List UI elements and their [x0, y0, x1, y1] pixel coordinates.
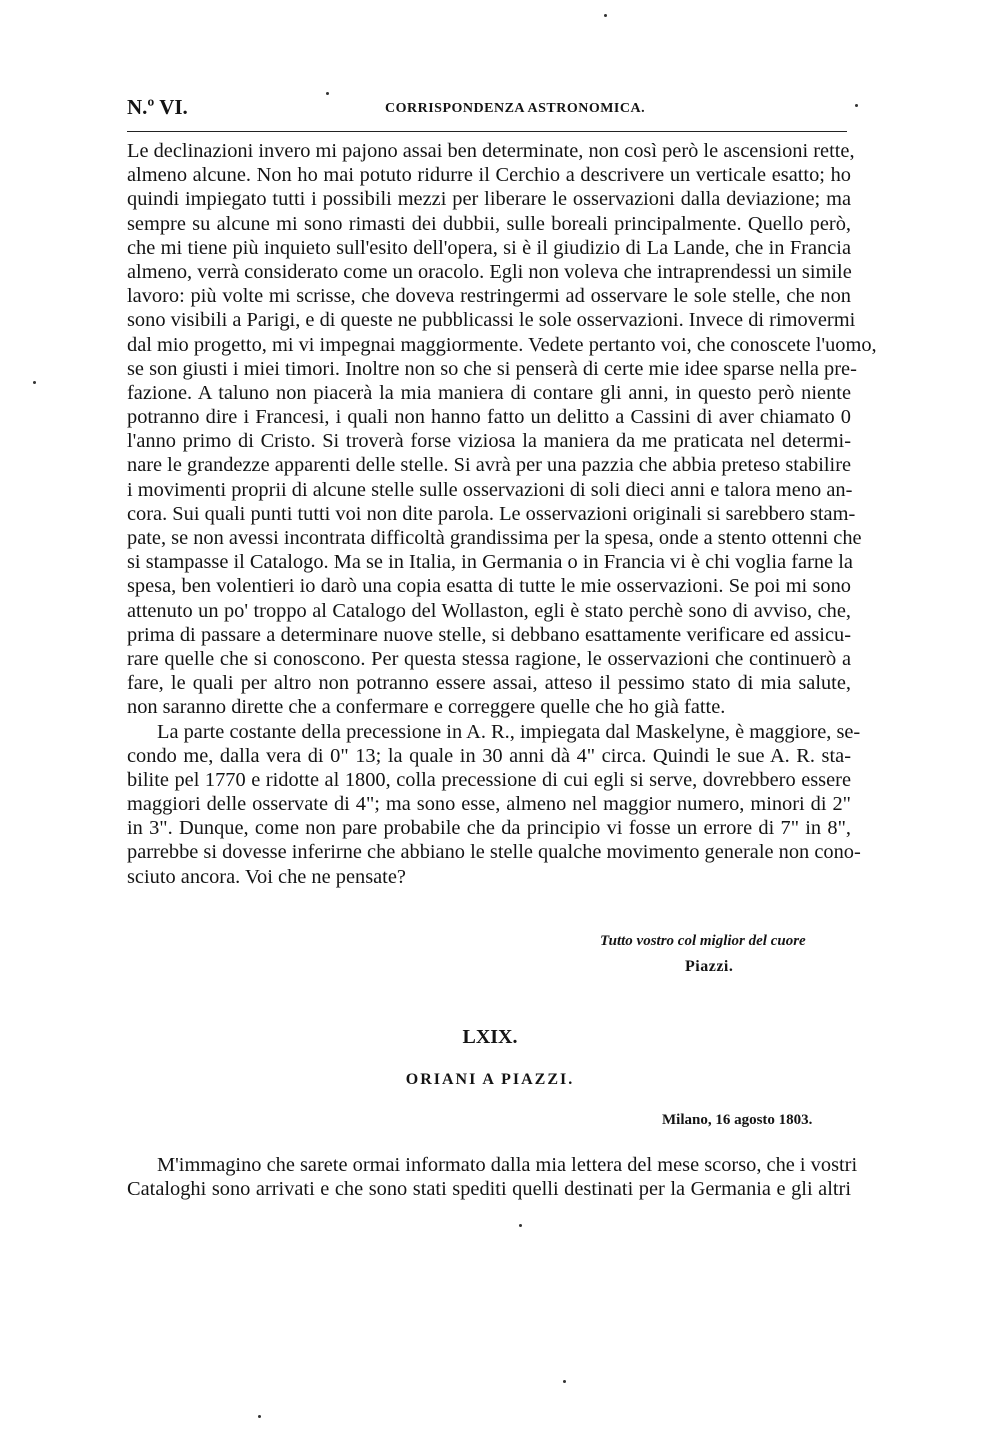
paper-speck: [258, 1415, 261, 1418]
text-line: sempre su alcune mi sono rimasti dei dubbii, sulle boreali principalmente. Quello però,: [127, 212, 851, 235]
paper-speck: [519, 1224, 522, 1227]
letter-number-text: LXIX.: [462, 1026, 518, 1048]
text-line: attenuto un po' troppo al Catalogo del Wollaston, egli è stato perchè sono di avviso, che,: [127, 599, 851, 622]
text-line: l'anno primo di Cristo. Si troverà forse viziosa la maniera da me praticata nel determi-: [127, 430, 851, 453]
letter-body-text: [127, 139, 877, 889]
text-line: Cataloghi sono arrivati e che sono stati spediti quelli destinati per la Germania e gli altri: [127, 1178, 851, 1201]
running-title: CORRISPONDENZA ASTRONOMICA.: [385, 101, 646, 116]
paper-speck: [33, 381, 36, 384]
text-line: sciuto ancora. Voi che ne pensate?: [127, 865, 406, 888]
letter-title-text: ORIANI A PIAZZI.: [405, 1071, 575, 1088]
text-line: che mi tiene più inquieto sull'esito dell'opera, si è il giudizio di La Lande, che in Francia: [127, 236, 851, 259]
text-line: dal mio progetto, mi vi impegnai maggiormente. Vedete pertanto voi, che conoscete l'uomo,: [127, 333, 877, 356]
closing-salutation: Tutto vostro col miglior del cuore: [600, 933, 806, 949]
text-line: Le declinazioni invero mi pajono assai ben determinate, non così però le ascensioni rette,: [127, 140, 855, 162]
paper-speck: [326, 92, 329, 95]
text-line: almeno, verrà considerato come un oracolo. Egli non voleva che intraprendessi un simile: [127, 260, 852, 283]
next-letter-body: [127, 1153, 858, 1201]
paper-speck: [563, 1380, 566, 1383]
signature-name: Piazzi.: [685, 958, 734, 975]
text-line: si stampasse il Catalogo. Ma se in Italia, in Germania o in Francia vi è chi voglia farne la: [127, 551, 853, 574]
text-line: i movimenti proprii di alcune stelle sulle osservazioni di soli dieci anni e talora meno an-: [127, 478, 853, 501]
text-line: almeno alcune. Non ho mai potuto ridurre il Cerchio a descrivere un verticale esatto; ho: [127, 164, 851, 187]
text-line: pate, se non avessi incontrata difficoltà grandissima per la spesa, onde a stento ottenni che: [127, 527, 862, 549]
text-line: non saranno dirette che a confermare e correggere quelle che ho già fatte.: [127, 696, 726, 719]
text-line: maggiori delle osservate di 4"; ma sono esse, almeno nel maggior numero, minori di 2": [127, 793, 851, 816]
text-line: lavoro: più volte mi scrisse, che doveva restringermi ad osservare le sole stelle, che non: [127, 285, 851, 308]
text-line: in 3". Dunque, come non pare probabile che da principio vi fosse un errore di 7" in 8",: [127, 817, 851, 840]
text-line: nare le grandezze apparenti delle stelle. Si avrà per una pazzia che abbia preteso stabilire: [127, 454, 852, 477]
text-line: cora. Sui quali punti tutti voi non dite parola. Le osservazioni originali si sarebbero stam-: [127, 502, 856, 525]
paper-speck: [855, 104, 858, 107]
letter-number: [0, 1026, 1000, 1049]
letter-dateline: Milano, 16 agosto 1803.: [662, 1112, 813, 1128]
text-line: fazione. A taluno non piacerà la mia maniera di contare gli anni, in questo però niente: [127, 381, 851, 404]
text-line: rare quelle che si conoscono. Per questa stessa ragione, le osservazioni che continuerò a: [127, 647, 851, 670]
text-line: quindi impiegato tutti i possibili mezzi per liberare le osservazioni dalla deviazione; ma: [127, 188, 851, 211]
text-line: bilite pel 1770 e ridotte al 1800, colla precessione di cui egli si serve, dovrebbero essere: [127, 768, 851, 791]
header-rule: [127, 131, 847, 132]
text-line: prima di passare a determinare nuove stelle, si debbano esattamente verificare ed assicu-: [127, 623, 851, 646]
page-number-header: N.º VI.: [127, 95, 188, 119]
paper-speck: [604, 14, 607, 17]
text-line: sono visibili a Parigi, e di queste ne pubblicassi le sole osservazioni. Invece di rimovermi: [127, 309, 856, 332]
text-line: M'immagino che sarete ormai informato dalla mia lettera del mese scorso, che i vostri: [157, 1154, 858, 1176]
text-line: fare, le quali per altro non potranno essere assai, atteso il pessimo stato di mia salute,: [127, 672, 851, 695]
letter-title: [0, 1071, 1000, 1089]
text-line: se son giusti i miei timori. Inoltre non so che si penserà di certe mie idee sparse nella pre-: [127, 357, 857, 380]
text-line: condo me, dalla vera di 0" 13; la quale in 30 anni dà 4" circa. Quindi le sue A. R. sta-: [127, 744, 851, 767]
text-line: parrebbe si dovesse inferirne che abbiano le stelle qualche movimento generale non cono-: [127, 841, 861, 864]
text-line: potranno dire i Francesi, i quali non hanno fatto un delitto a Cassini di aver chiamato 0: [127, 406, 851, 429]
text-line: spesa, ben volentieri io darò una copia esatta di tutte le mie osservazioni. Se poi mi sono: [127, 575, 851, 598]
text-line: La parte costante della precessione in A. R., impiegata dal Maskelyne, è maggiore, se-: [157, 720, 861, 743]
